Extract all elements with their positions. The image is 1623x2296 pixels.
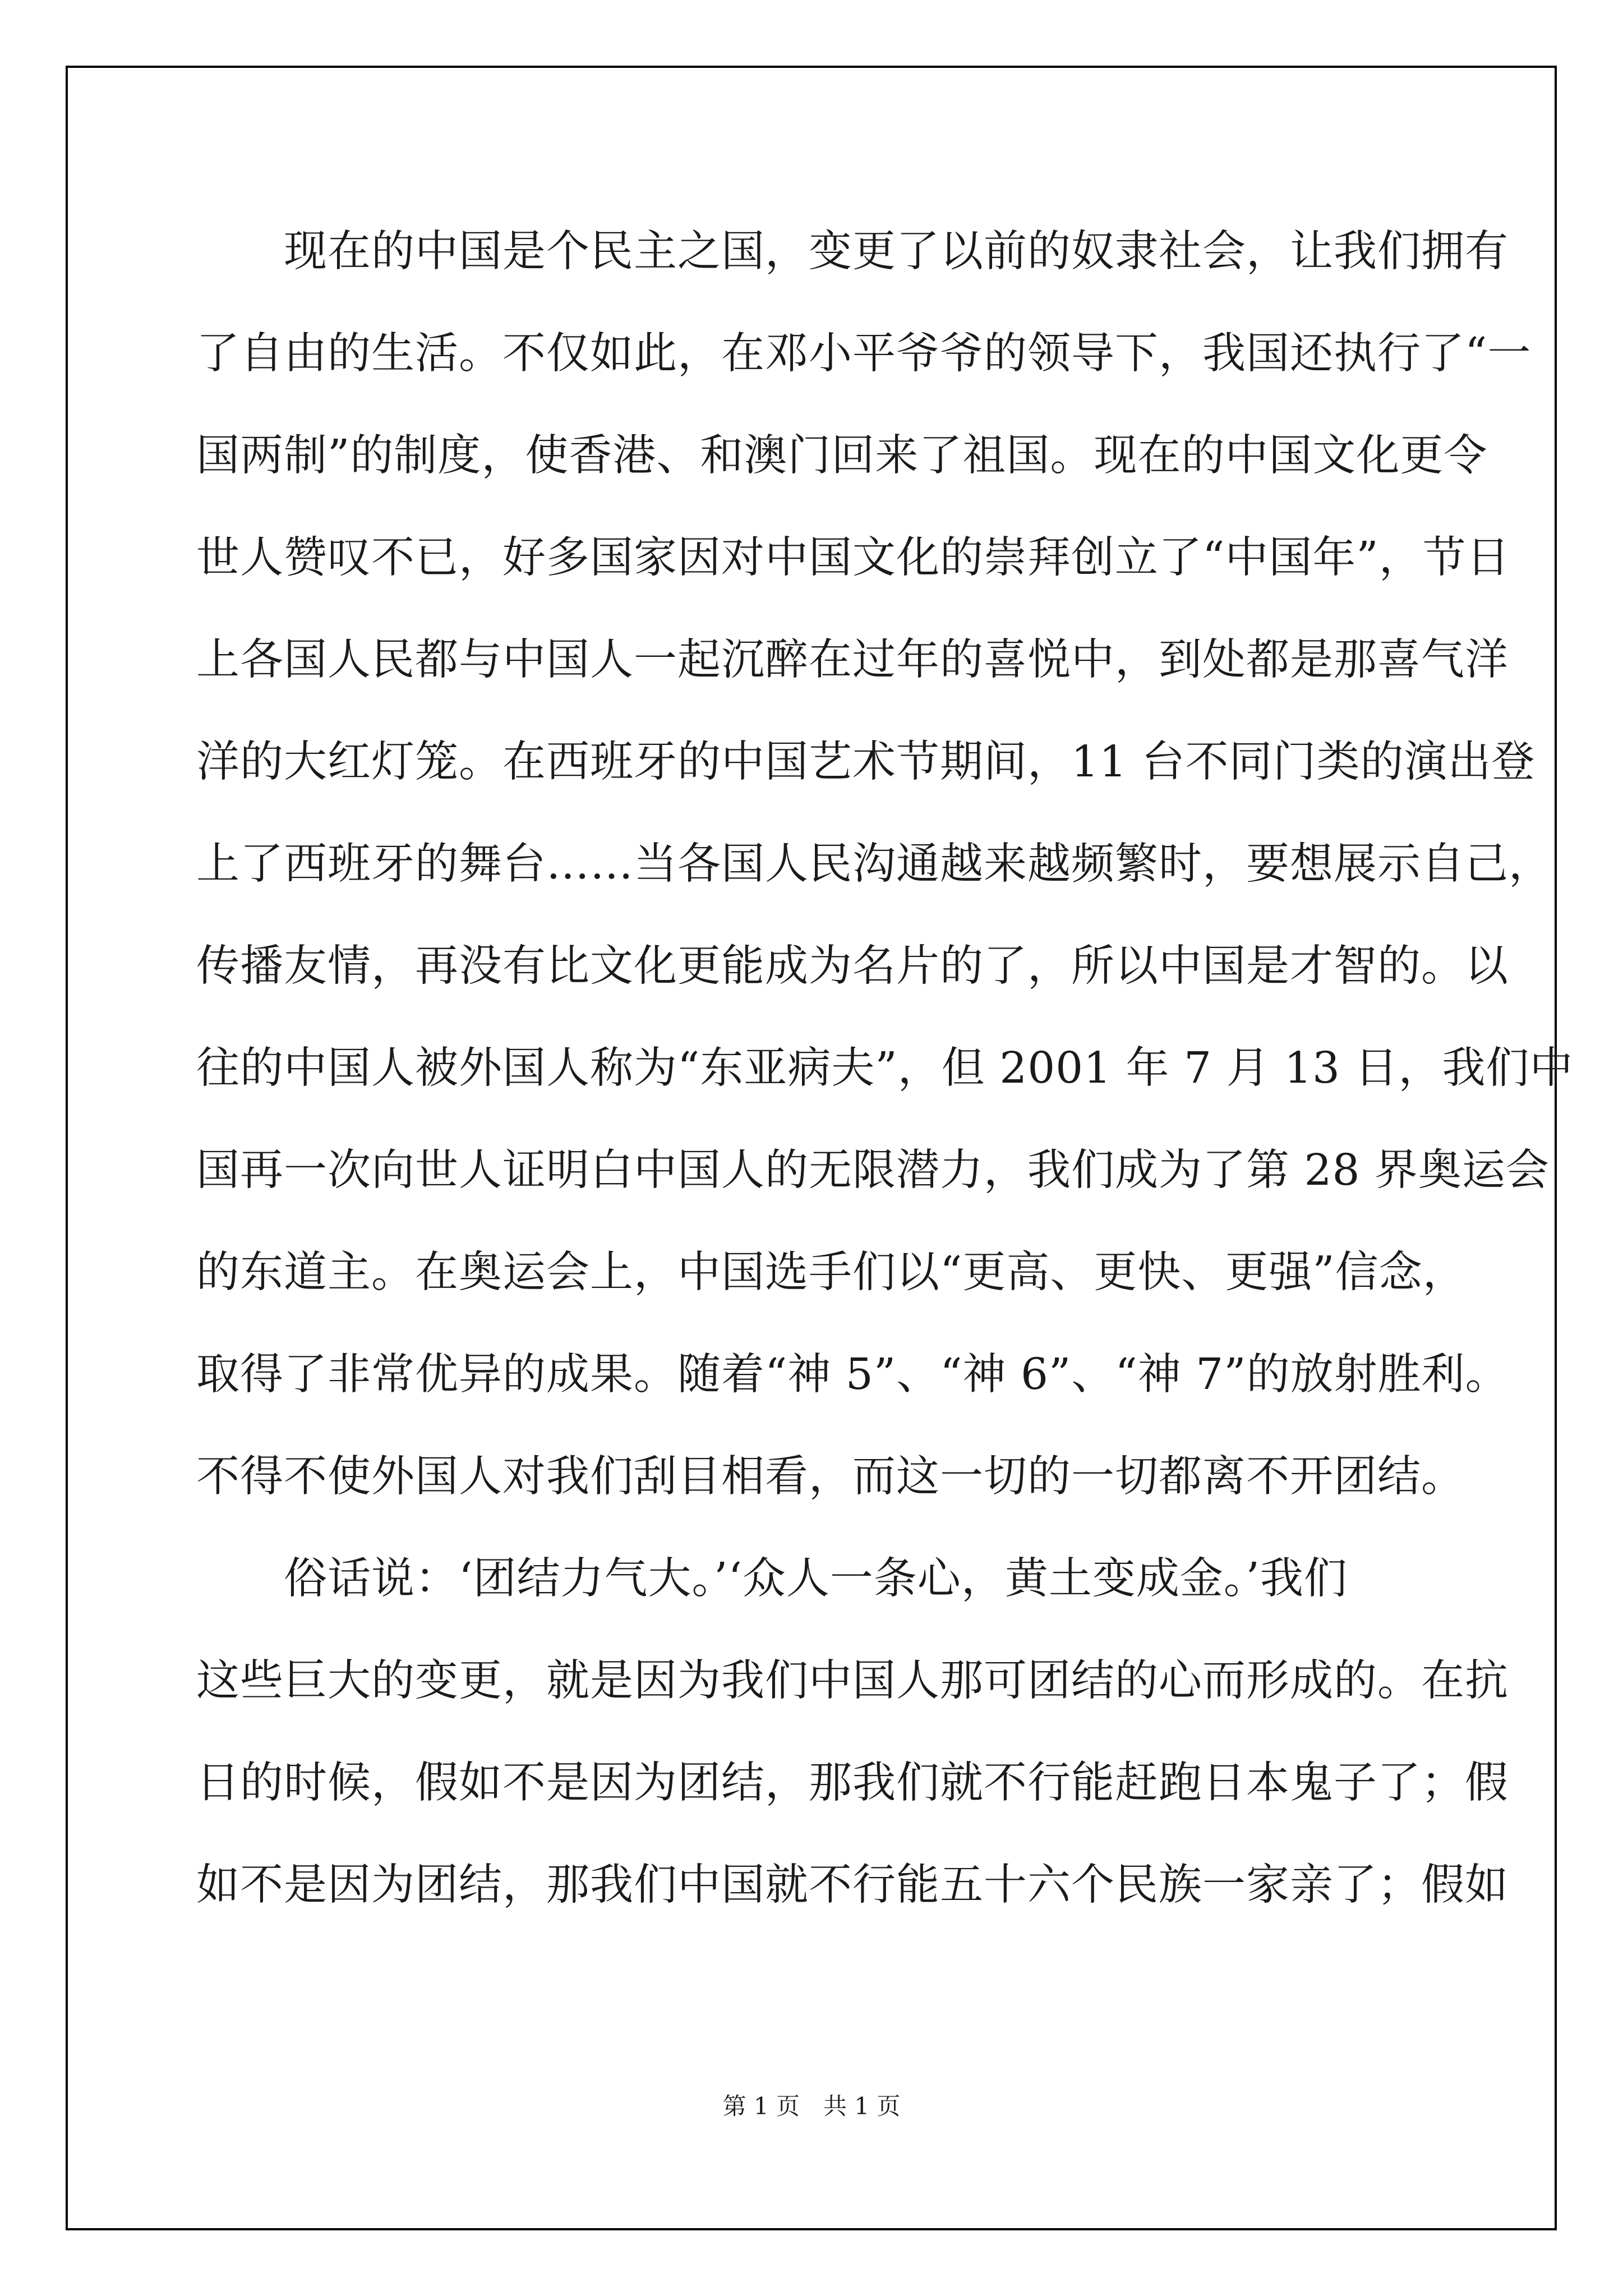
text-line: 国两制”的制度，使香港、和澳门回来了祖国。现在的中国文化更令 [196,431,1488,481]
text-line: 俗话说：‘团结力气大。’‘众人一条心，黄土变成金。’我们 [196,1554,1348,1604]
text-line: 世人赞叹不已，好多国家因对中国文化的崇拜创立了“中国年”，节日 [196,533,1510,583]
text-line: 如不是因为团结，那我们中国就不行能五十六个民族一家亲了；假如 [196,1860,1509,1910]
text-line: 传播友情，再没有比文化更能成为名片的了，所以中国是才智的。以 [196,941,1509,991]
text-line: 往的中国人被外国人称为“东亚病夫”，但 2001 年 7 月 13 日，我们中 [196,1043,1574,1093]
text-line: 了自由的生活。不仅如此，在邓小平爷爷的领导下，我国还执行了“一 [196,329,1532,379]
text-line: 国再一次向世人证明白中国人的无限潜力，我们成为了第 28 界奥运会 [196,1145,1550,1195]
text-line: 取得了非常优异的成果。随着“神 5”、“神 6”、“神 7”的放射胜利。 [196,1350,1509,1400]
text-line: 的东道主。在奥运会上，中国选手们以“更高、更快、更强”信念， [196,1248,1467,1297]
text-line: 现在的中国是个民主之国，变更了以前的奴隶社会，让我们拥有 [196,227,1509,277]
body-text [196,215,1574,1951]
text-line: 上了西班牙的舞台……当各国人民沟通越来越频繁时，要想展示自己， [196,839,1552,889]
text-line: 这些巨大的变更，就是因为我们中国人那可团结的心而形成的。在抗 [196,1656,1509,1706]
text-line: 洋的大红灯笼。在西班牙的中国艺术节期间，11 台不同门类的演出登 [196,737,1536,787]
text-line: 上各国人民都与中国人一起沉醉在过年的喜悦中，到处都是那喜气洋 [196,635,1509,685]
page-number-footer: 第 1 页 共 1 页 [722,2092,901,2120]
text-line: 不得不使外国人对我们刮目相看，而这一切的一切都离不开团结。 [196,1452,1465,1502]
text-line: 日的时候，假如不是因为团结，那我们就不行能赶跑日本鬼子了；假 [196,1758,1509,1808]
